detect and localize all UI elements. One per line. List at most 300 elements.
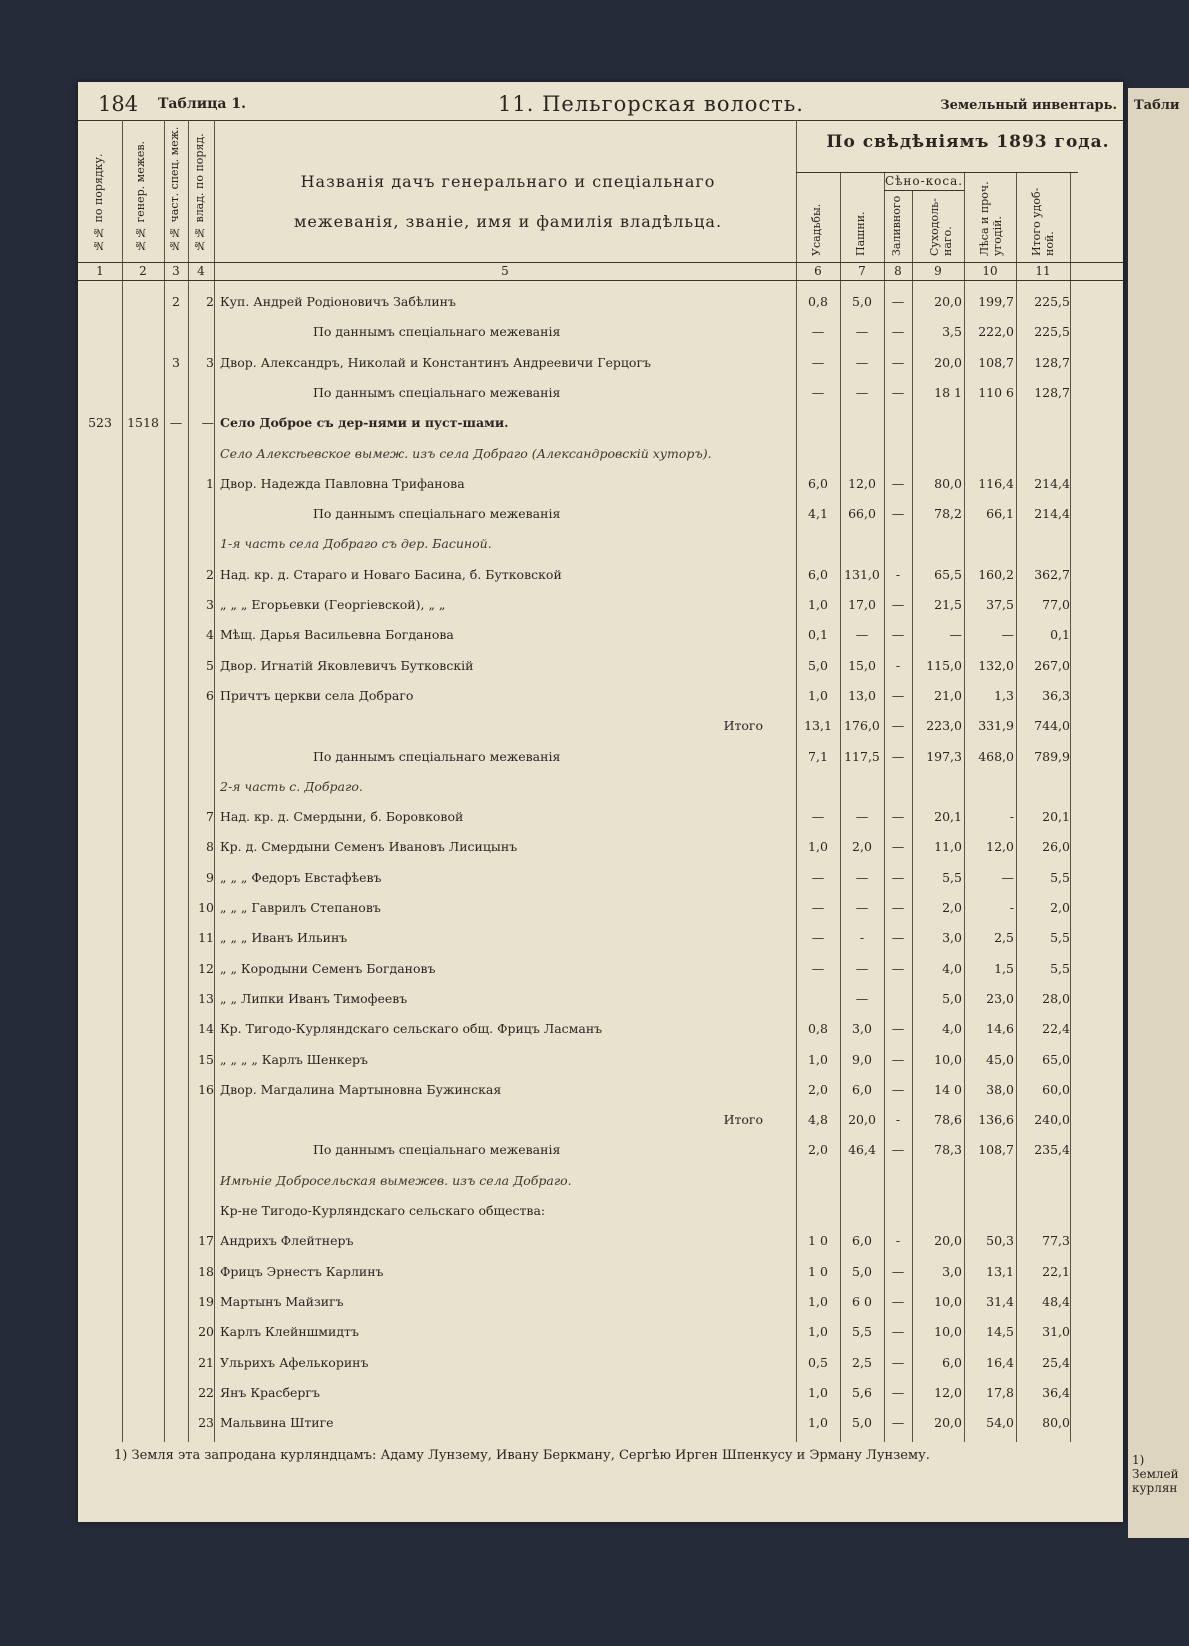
running-head: Земельный инвентарь.: [940, 98, 1117, 113]
owner-name: „ „ Кородыни Семенъ Богдановъ: [220, 961, 436, 976]
value-arable: 5,0: [852, 1415, 872, 1430]
table-row: [78, 1203, 1123, 1223]
column-number: 5: [501, 264, 509, 278]
value-arable: 15,0: [848, 658, 876, 673]
owner-number: 5: [206, 658, 214, 673]
owner-name: Мѣщ. Дарья Васильевна Богданова: [220, 627, 454, 642]
value-dry-meadow: 2,0: [942, 900, 962, 915]
value-total: 31,0: [1042, 1324, 1070, 1339]
value-water-meadow: —: [891, 1021, 905, 1036]
value-forest: 468,0: [978, 749, 1014, 764]
value-arable: 6,0: [852, 1233, 872, 1248]
value-water-meadow: —: [891, 900, 905, 915]
value-water-meadow: —: [891, 809, 905, 824]
value-forest: -: [1009, 809, 1014, 824]
value-arable: 117,5: [844, 749, 880, 764]
value-forest: 331,9: [978, 718, 1014, 733]
owner-number: 23: [198, 1415, 214, 1430]
owner-name: 2-я часть с. Добраго.: [220, 779, 363, 794]
value-dry-meadow: 21,5: [934, 597, 962, 612]
owner-name: „ „ „ Гаврилъ Степановъ: [220, 900, 381, 915]
owner-number: 1: [206, 476, 214, 491]
value-homestead: 2,0: [808, 1082, 828, 1097]
value-homestead: 5,0: [808, 658, 828, 673]
table-row: [78, 385, 1123, 405]
value-total: 128,7: [1034, 355, 1070, 370]
table-row: [78, 1052, 1123, 1072]
table-row: [78, 1355, 1123, 1375]
owner-name: Кр. Тигодо-Курляндскаго сельскаго общ. Фрицъ Ласманъ: [220, 1021, 603, 1036]
value-homestead: —: [811, 355, 825, 370]
table-row: [78, 1112, 1123, 1132]
owner-number: 2: [206, 294, 214, 309]
table-row: [78, 930, 1123, 950]
value-arable: —: [855, 627, 869, 642]
col-head-6: Усадьбы.: [810, 203, 823, 256]
value-water-meadow: —: [891, 597, 905, 612]
ledger-page: [78, 82, 1123, 1522]
owner-number: 3: [206, 597, 214, 612]
value-total: 362,7: [1034, 567, 1070, 582]
value-total: 240,0: [1034, 1112, 1070, 1127]
value-dry-meadow: 4,0: [942, 961, 962, 976]
owner-number: 6: [206, 688, 214, 703]
value-water-meadow: -: [895, 567, 901, 582]
owner-name: По даннымъ спеціальнаго межеванія: [313, 385, 561, 400]
value-dry-meadow: 10,0: [934, 1324, 962, 1339]
value-water-meadow: -: [895, 1112, 901, 1127]
col-head-3: №№ част. спец. меж.: [168, 126, 181, 252]
value-dry-meadow: 3,0: [942, 930, 962, 945]
value-total: 28,0: [1042, 991, 1070, 1006]
value-total: 789,9: [1034, 749, 1070, 764]
value-homestead: 1,0: [808, 1385, 828, 1400]
owner-number: 16: [198, 1082, 214, 1097]
value-water-meadow: —: [891, 294, 905, 309]
owner-name: Двор. Игнатій Яковлевичъ Бутковскій: [220, 658, 474, 673]
value-water-meadow: —: [891, 1415, 905, 1430]
owner-name: Итого: [723, 718, 763, 733]
table-row: [78, 688, 1123, 708]
value-forest: 45,0: [986, 1052, 1014, 1067]
table-row: [78, 749, 1123, 769]
table-row: [78, 476, 1123, 496]
owner-name: Карлъ Клейншмидтъ: [220, 1324, 359, 1339]
general-survey-number: 1518: [127, 415, 159, 430]
value-forest: 199,7: [978, 294, 1014, 309]
value-homestead: —: [811, 961, 825, 976]
value-water-meadow: —: [891, 476, 905, 491]
value-forest: 38,0: [986, 1082, 1014, 1097]
owner-name: „ „ „ Егорьевки (Георгіевской), „ „: [220, 597, 446, 612]
table-row: [78, 536, 1123, 556]
value-homestead: 13,1: [804, 718, 832, 733]
value-arable: 6 0: [852, 1294, 872, 1309]
value-dry-meadow: 10,0: [934, 1052, 962, 1067]
value-water-meadow: —: [891, 1355, 905, 1370]
next-page-edge: [1128, 88, 1189, 1538]
value-arable: —: [855, 324, 869, 339]
table-row: [78, 1142, 1123, 1162]
value-arable: 5,0: [852, 294, 872, 309]
value-dry-meadow: 65,5: [934, 567, 962, 582]
owner-name: Итого: [723, 1112, 763, 1127]
value-forest: —: [1001, 627, 1014, 642]
value-water-meadow: —: [891, 718, 905, 733]
next-page-footnote: 1) Землей курлян: [1132, 1453, 1179, 1495]
value-arable: 12,0: [848, 476, 876, 491]
value-forest: 14,6: [986, 1021, 1014, 1036]
col-head-10: Лѣса и проч. угодій.: [978, 181, 1004, 256]
value-total: 5,5: [1050, 961, 1070, 976]
value-arable: —: [855, 385, 869, 400]
value-arable: 131,0: [844, 567, 880, 582]
owner-name: Кр. д. Смердыни Семенъ Ивановъ Лисицынъ: [220, 839, 518, 854]
value-homestead: 1 0: [808, 1264, 828, 1279]
owner-name: „ „ Липки Иванъ Тимофеевъ: [220, 991, 408, 1006]
owner-number: 20: [198, 1324, 214, 1339]
footnote: 1) Земля эта запродана курляндцамъ: Адаму Лунзему, Ивану Беркману, Сергѣю Ирген Шпенкусу и Эрману Лунзему.: [114, 1448, 930, 1463]
owner-number: 12: [198, 961, 214, 976]
value-forest: 116,4: [978, 476, 1014, 491]
value-water-meadow: —: [891, 355, 905, 370]
value-homestead: 6,0: [808, 567, 828, 582]
table-row: [78, 1294, 1123, 1314]
value-total: 20,1: [1042, 809, 1070, 824]
value-total: 0,1: [1050, 627, 1070, 642]
value-homestead: —: [811, 324, 825, 339]
value-water-meadow: -: [895, 1233, 901, 1248]
value-arable: —: [855, 991, 869, 1006]
value-total: 214,4: [1034, 506, 1070, 521]
owner-name: По даннымъ спеціальнаго межеванія: [313, 324, 561, 339]
value-water-meadow: -: [895, 658, 901, 673]
group-rule: [796, 172, 1078, 173]
value-total: 744,0: [1034, 718, 1070, 733]
value-dry-meadow: 20,1: [934, 809, 962, 824]
owner-number: 21: [198, 1355, 214, 1370]
value-forest: 2,5: [994, 930, 1014, 945]
owner-number: 8: [206, 839, 214, 854]
table-row: [78, 991, 1123, 1011]
value-arable: 2,0: [852, 839, 872, 854]
value-arable: 3,0: [852, 1021, 872, 1036]
table-row: [78, 900, 1123, 920]
value-homestead: 1,0: [808, 688, 828, 703]
value-forest: 23,0: [986, 991, 1014, 1006]
column-number: 8: [894, 264, 902, 278]
owner-name: Село Алексѣевское вымеж. изъ села Добраго (Александровскій хуторъ).: [220, 446, 712, 461]
value-homestead: 4,8: [808, 1112, 828, 1127]
value-total: 5,5: [1050, 930, 1070, 945]
value-arable: 17,0: [848, 597, 876, 612]
value-arable: 176,0: [844, 718, 880, 733]
value-water-meadow: —: [891, 1294, 905, 1309]
value-arable: 2,5: [852, 1355, 872, 1370]
column-number: 7: [858, 264, 866, 278]
table-row: [78, 1021, 1123, 1041]
value-total: 128,7: [1034, 385, 1070, 400]
value-forest: 132,0: [978, 658, 1014, 673]
value-forest: 50,3: [986, 1233, 1014, 1248]
value-forest: 54,0: [986, 1415, 1014, 1430]
table-row: [78, 809, 1123, 829]
value-water-meadow: —: [891, 1324, 905, 1339]
owner-name: Двор. Надежда Павловна Трифанова: [220, 476, 465, 491]
column-number-row: [78, 264, 1123, 280]
table-row: [78, 658, 1123, 678]
value-arable: —: [855, 809, 869, 824]
page-title: 11. Пельгорская волость.: [498, 92, 804, 116]
value-homestead: 2,0: [808, 1142, 828, 1157]
value-total: 25,4: [1042, 1355, 1070, 1370]
value-forest: 31,4: [986, 1294, 1014, 1309]
value-total: 48,4: [1042, 1294, 1070, 1309]
col-head-9: Суходоль- наго.: [928, 198, 954, 256]
table-row: [78, 1264, 1123, 1284]
column-number: 6: [814, 264, 822, 278]
value-homestead: 1,0: [808, 1052, 828, 1067]
owner-name: „ „ „ Иванъ Ильинъ: [220, 930, 348, 945]
table-row: [78, 839, 1123, 859]
owner-number: 4: [206, 627, 214, 642]
value-forest: 16,4: [986, 1355, 1014, 1370]
value-homestead: 7,1: [808, 749, 828, 764]
value-water-meadow: —: [891, 506, 905, 521]
value-homestead: 0,8: [808, 1021, 828, 1036]
value-total: 26,0: [1042, 839, 1070, 854]
value-total: 77,3: [1042, 1233, 1070, 1248]
column-number: 9: [934, 264, 942, 278]
value-forest: 37,5: [986, 597, 1014, 612]
table-row: [78, 1233, 1123, 1253]
page-header: [78, 92, 1123, 118]
table-row: [78, 1324, 1123, 1344]
col-head-group: По свѣдѣніямъ 1893 года.: [826, 132, 1110, 152]
table-row: [78, 294, 1123, 314]
table-row: [78, 415, 1123, 435]
page-number: 184: [98, 92, 139, 116]
value-homestead: 1,0: [808, 1294, 828, 1309]
value-homestead: 1,0: [808, 1324, 828, 1339]
value-dry-meadow: 78,3: [934, 1142, 962, 1157]
owner-number: 11: [198, 930, 214, 945]
owner-name: Над. кр. д. Стараго и Новаго Басина, б. Бутковской: [220, 567, 562, 582]
owner-number: 9: [206, 870, 214, 885]
table-label: Таблица 1.: [158, 96, 246, 112]
owner-name: Над. кр. д. Смердыни, б. Боровковой: [220, 809, 464, 824]
heading-rule: [78, 262, 1123, 263]
value-total: 36,4: [1042, 1385, 1070, 1400]
value-arable: 6,0: [852, 1082, 872, 1097]
col-head-hay: Сѣно-коса.: [884, 174, 964, 188]
value-total: 22,4: [1042, 1021, 1070, 1036]
owner-name: Причтъ церкви села Добраго: [220, 688, 414, 703]
owner-name: „ „ „ „ Карлъ Шенкеръ: [220, 1052, 368, 1067]
owner-number: 3: [206, 355, 214, 370]
value-dry-meadow: 12,0: [934, 1385, 962, 1400]
value-dry-meadow: 5,0: [942, 991, 962, 1006]
owner-number: 18: [198, 1264, 214, 1279]
column-number: 10: [982, 264, 998, 278]
table-row: [78, 718, 1123, 738]
value-forest: 12,0: [986, 839, 1014, 854]
column-number: 3: [172, 264, 180, 278]
owner-name: Мартынъ Майзигъ: [220, 1294, 344, 1309]
value-arable: —: [855, 900, 869, 915]
value-homestead: 0,5: [808, 1355, 828, 1370]
value-dry-meadow: 20,0: [934, 294, 962, 309]
value-forest: -: [1009, 900, 1014, 915]
value-dry-meadow: 4,0: [942, 1021, 962, 1036]
table-row: [78, 324, 1123, 344]
col-head-2: №№ генер. межев.: [134, 140, 147, 252]
value-dry-meadow: 6,0: [942, 1355, 962, 1370]
value-homestead: —: [811, 385, 825, 400]
value-forest: 160,2: [978, 567, 1014, 582]
table-row: [78, 627, 1123, 647]
value-forest: 136,6: [978, 1112, 1014, 1127]
col-head-4: №№ влад. по поряд.: [193, 133, 206, 252]
value-forest: 66,1: [986, 506, 1014, 521]
value-dry-meadow: 80,0: [934, 476, 962, 491]
owner-name: Куп. Андрей Родіоновичъ Забѣлинъ: [220, 294, 456, 309]
value-homestead: 1,0: [808, 597, 828, 612]
owner-name: Село Доброе съ дер-нями и пуст-шами.: [220, 415, 509, 430]
value-arable: 5,6: [852, 1385, 872, 1400]
value-total: 225,5: [1034, 294, 1070, 309]
value-total: 235,4: [1034, 1142, 1070, 1157]
column-number: 11: [1035, 264, 1051, 278]
value-forest: 222,0: [978, 324, 1014, 339]
value-total: 225,5: [1034, 324, 1070, 339]
owner-number: 10: [198, 900, 214, 915]
value-dry-meadow: 14 0: [934, 1082, 962, 1097]
value-homestead: —: [811, 809, 825, 824]
table-row: [78, 779, 1123, 799]
value-homestead: 1,0: [808, 839, 828, 854]
value-water-meadow: —: [891, 839, 905, 854]
owner-name: Ульрихъ Афелькоринъ: [220, 1355, 369, 1370]
value-total: 267,0: [1034, 658, 1070, 673]
value-arable: —: [855, 961, 869, 976]
value-dry-meadow: 78,6: [934, 1112, 962, 1127]
owner-number: 15: [198, 1052, 214, 1067]
value-dry-meadow: 21,0: [934, 688, 962, 703]
owner-name: 1-я часть села Добраго съ дер. Басиной.: [220, 536, 492, 551]
owner-name: Кр-не Тигодо-Курляндскаго сельскаго общества:: [220, 1203, 546, 1218]
value-homestead: 0,1: [808, 627, 828, 642]
table-row: [78, 870, 1123, 890]
value-total: 60,0: [1042, 1082, 1070, 1097]
value-total: 22,1: [1042, 1264, 1070, 1279]
value-total: 214,4: [1034, 476, 1070, 491]
col-head-1: №№ по порядку.: [92, 153, 105, 252]
table-row: [78, 355, 1123, 375]
value-dry-meadow: 78,2: [934, 506, 962, 521]
column-number: 1: [96, 264, 104, 278]
table-row: [78, 1415, 1123, 1435]
value-dry-meadow: 223,0: [926, 718, 962, 733]
value-water-meadow: —: [891, 1264, 905, 1279]
value-dry-meadow: 3,0: [942, 1264, 962, 1279]
owner-number: 14: [198, 1021, 214, 1036]
value-homestead: 6,0: [808, 476, 828, 491]
owner-name: По даннымъ спеціальнаго межеванія: [313, 749, 561, 764]
hay-rule: [884, 190, 964, 191]
table-row: [78, 446, 1123, 466]
value-forest: 108,7: [978, 1142, 1014, 1157]
owner-name: По даннымъ спеціальнаго межеванія: [313, 506, 561, 521]
header-rule: [78, 120, 1123, 121]
owner-name: Мальвина Штиге: [220, 1415, 334, 1430]
value-forest: —: [1001, 870, 1014, 885]
value-arable: 46,4: [848, 1142, 876, 1157]
table-row: [78, 1173, 1123, 1193]
owner-name: Фрицъ Эрнестъ Карлинъ: [220, 1264, 384, 1279]
value-water-meadow: —: [891, 1082, 905, 1097]
value-forest: 110 6: [978, 385, 1014, 400]
value-arable: 5,0: [852, 1264, 872, 1279]
row-number: 523: [88, 415, 112, 430]
column-number: 4: [197, 264, 205, 278]
special-survey-number: 2: [172, 294, 180, 309]
owner-number: 7: [206, 809, 214, 824]
next-page-label: Табли: [1134, 98, 1180, 113]
owner-name: „ „ „ Федоръ Евстафѣевъ: [220, 870, 382, 885]
value-dry-meadow: 20,0: [934, 1415, 962, 1430]
value-dry-meadow: 20,0: [934, 355, 962, 370]
table-row: [78, 567, 1123, 587]
value-arable: -: [859, 930, 865, 945]
value-total: 80,0: [1042, 1415, 1070, 1430]
owner-number: —: [201, 415, 214, 430]
value-dry-meadow: 3,5: [942, 324, 962, 339]
value-water-meadow: —: [891, 870, 905, 885]
value-total: 77,0: [1042, 597, 1070, 612]
owner-number: 22: [198, 1385, 214, 1400]
value-dry-meadow: 20,0: [934, 1233, 962, 1248]
table-row: [78, 506, 1123, 526]
value-water-meadow: —: [891, 1052, 905, 1067]
value-total: 5,5: [1050, 870, 1070, 885]
owner-name: Двор. Александръ, Николай и Константинъ Андреевичи Герцогъ: [220, 355, 651, 370]
owner-name: Имѣніе Добросельская вымежев. изъ села Добраго.: [220, 1173, 572, 1188]
value-dry-meadow: 11,0: [934, 839, 962, 854]
value-forest: 1,5: [994, 961, 1014, 976]
table-row: [78, 1385, 1123, 1405]
col-head-7: Пашни.: [854, 211, 867, 256]
col-head-8: Заливного: [890, 195, 903, 256]
table-row: [78, 597, 1123, 617]
value-arable: 13,0: [848, 688, 876, 703]
owner-number: 19: [198, 1294, 214, 1309]
owner-number: 13: [198, 991, 214, 1006]
value-dry-meadow: 10,0: [934, 1294, 962, 1309]
number-rule: [78, 280, 1123, 281]
value-dry-meadow: —: [949, 627, 962, 642]
value-homestead: 0,8: [808, 294, 828, 309]
col-head-names: Названія дачъ генеральнаго и спеціальнаго межеванія, званіе, имя и фамилія владѣльца.: [293, 172, 723, 231]
value-forest: 17,8: [986, 1385, 1014, 1400]
column-number: 2: [139, 264, 147, 278]
owner-number: 2: [206, 567, 214, 582]
table-row: [78, 961, 1123, 981]
value-water-meadow: —: [891, 324, 905, 339]
owner-name: Андрихъ Флейтнеръ: [220, 1233, 354, 1248]
value-water-meadow: —: [891, 1385, 905, 1400]
value-forest: 108,7: [978, 355, 1014, 370]
